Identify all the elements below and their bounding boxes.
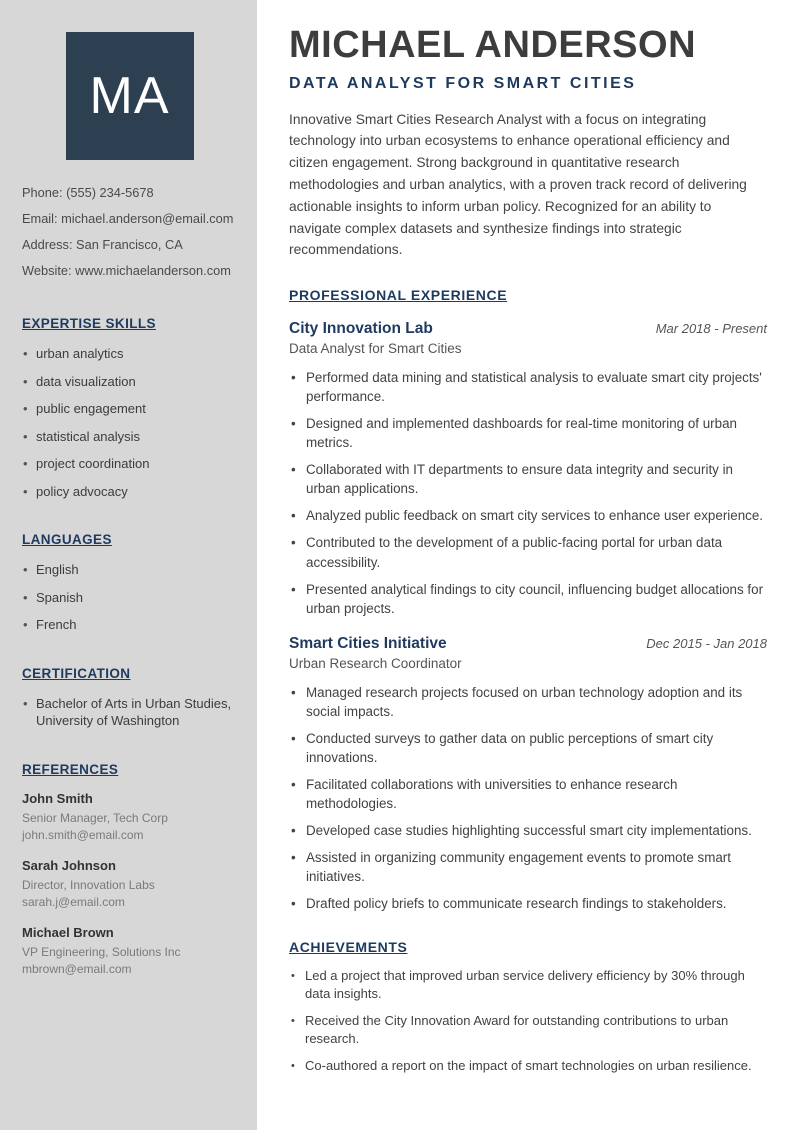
skills-heading: EXPERTISE SKILLS (22, 316, 156, 331)
job-bullet: • Drafted policy briefs to communicate research findings to stakeholders. (289, 894, 767, 913)
job-bullet: • Contributed to the development of a public-facing portal for urban data accessibility. (289, 533, 767, 571)
certification-section (22, 666, 237, 730)
reference-email: john.smith@email.com (22, 828, 144, 843)
skills-section (22, 316, 237, 500)
contact-phone: Phone: (555) 234-5678 (22, 185, 154, 200)
job-bullet: • Performed data mining and statistical analysis to evaluate smart city projects' performance. (289, 368, 767, 406)
sidebar (0, 0, 257, 1130)
monogram-initials: MA (89, 67, 170, 125)
job-bullet: • Collaborated with IT departments to ensure data integrity and security in urban applications. (289, 460, 767, 498)
job-bullet: • Analyzed public feedback on smart city services to enhance user experience. (289, 506, 767, 525)
contact-address: Address: San Francisco, CA (22, 237, 183, 252)
job-bullet-list (289, 683, 767, 913)
candidate-name: MICHAEL ANDERSON (289, 24, 697, 66)
job-bullet: • Presented analytical findings to city council, influencing budget allocations for urban projects. (289, 580, 767, 618)
job-bullet: • Assisted in organizing community engagement events to promote smart initiatives. (289, 848, 767, 886)
references-heading: REFERENCES (22, 762, 119, 778)
skill-item: • statistical analysis (22, 428, 237, 446)
job-bullet: • Facilitated collaborations with universities to enhance research methodologies. (289, 775, 767, 813)
skill-item: • data visualization (22, 373, 237, 391)
language-item: • English (22, 561, 237, 579)
reference-name: John Smith (22, 791, 93, 807)
summary-paragraph: Innovative Smart Cities Research Analyst with a focus on integrating technology into urban ecosystems to enhance operational efficiency and citizen engagement. Strong background in quantitative research methodologies and urban analytics, with a proven track record of delivering actionable insights to inform urban policy. Recognized for an ability to navigate complex datasets and synthesize findings into strategic recommendations. (289, 111, 747, 258)
contact-info (22, 180, 237, 284)
job-company: City Innovation Lab (289, 320, 433, 338)
certification-heading: CERTIFICATION (22, 665, 131, 681)
languages-list (22, 561, 237, 634)
reference-email: sarah.j@email.com (22, 895, 125, 910)
certification-list (22, 695, 237, 730)
job-bullet-list (289, 368, 767, 617)
language-item: • French (22, 616, 237, 634)
reference-title: VP Engineering, Solutions Inc (22, 945, 181, 960)
main-content (257, 0, 800, 1130)
certification-item: • Bachelor of Arts in Urban Studies, University of Washington (22, 695, 237, 730)
candidate-title: DATA ANALYST FOR SMART CITIES (289, 74, 637, 92)
skill-item: • project coordination (22, 455, 237, 473)
achievements-list (289, 967, 767, 1075)
achievement-item: • Received the City Innovation Award for outstanding contributions to urban research. (289, 1012, 767, 1049)
skill-item: • public engagement (22, 400, 237, 418)
job-company: Smart Cities Initiative (289, 634, 447, 652)
job-bullet: • Designed and implemented dashboards for real-time monitoring of urban metrics. (289, 414, 767, 452)
job-header (289, 320, 767, 338)
job-dates: Dec 2015 - Jan 2018 (646, 635, 767, 651)
reference-item (22, 925, 237, 978)
skill-item: • urban analytics (22, 345, 237, 363)
job-header (289, 635, 767, 653)
references-section (22, 762, 237, 978)
monogram-avatar (66, 32, 194, 160)
contact-website: Website: www.michaelanderson.com (22, 263, 231, 278)
job-bullet: • Conducted surveys to gather data on public perceptions of smart city innovations. (289, 729, 767, 767)
references-list (22, 791, 237, 978)
reference-name: Sarah Johnson (22, 858, 116, 874)
reference-item (22, 791, 237, 844)
language-item: • Spanish (22, 589, 237, 607)
reference-title: Senior Manager, Tech Corp (22, 811, 168, 826)
reference-email: mbrown@email.com (22, 962, 132, 977)
experience-heading: PROFESSIONAL EXPERIENCE (289, 287, 508, 304)
contact-email: Email: michael.anderson@email.com (22, 211, 234, 226)
job-bullet: • Developed case studies highlighting successful smart city implementations. (289, 821, 767, 840)
achievement-item: • Co-authored a report on the impact of smart technologies on urban resilience. (289, 1057, 767, 1075)
job-entry (289, 320, 767, 617)
job-role: Urban Research Coordinator (289, 655, 462, 671)
achievement-item: • Led a project that improved urban service delivery efficiency by 30% through data insights. (289, 967, 767, 1004)
reference-name: Michael Brown (22, 925, 114, 941)
reference-title: Director, Innovation Labs (22, 878, 155, 893)
languages-section (22, 532, 237, 634)
languages-heading: LANGUAGES (22, 532, 112, 548)
skills-list (22, 345, 237, 500)
job-bullet: • Managed research projects focused on urban technology adoption and its social impacts. (289, 683, 767, 721)
reference-item (22, 858, 237, 911)
job-dates: Mar 2018 - Present (655, 321, 767, 337)
achievements-heading: ACHIEVEMENTS (289, 938, 408, 955)
skill-item: • policy advocacy (22, 483, 237, 501)
job-role: Data Analyst for Smart Cities (289, 341, 462, 357)
job-entry (289, 635, 767, 913)
